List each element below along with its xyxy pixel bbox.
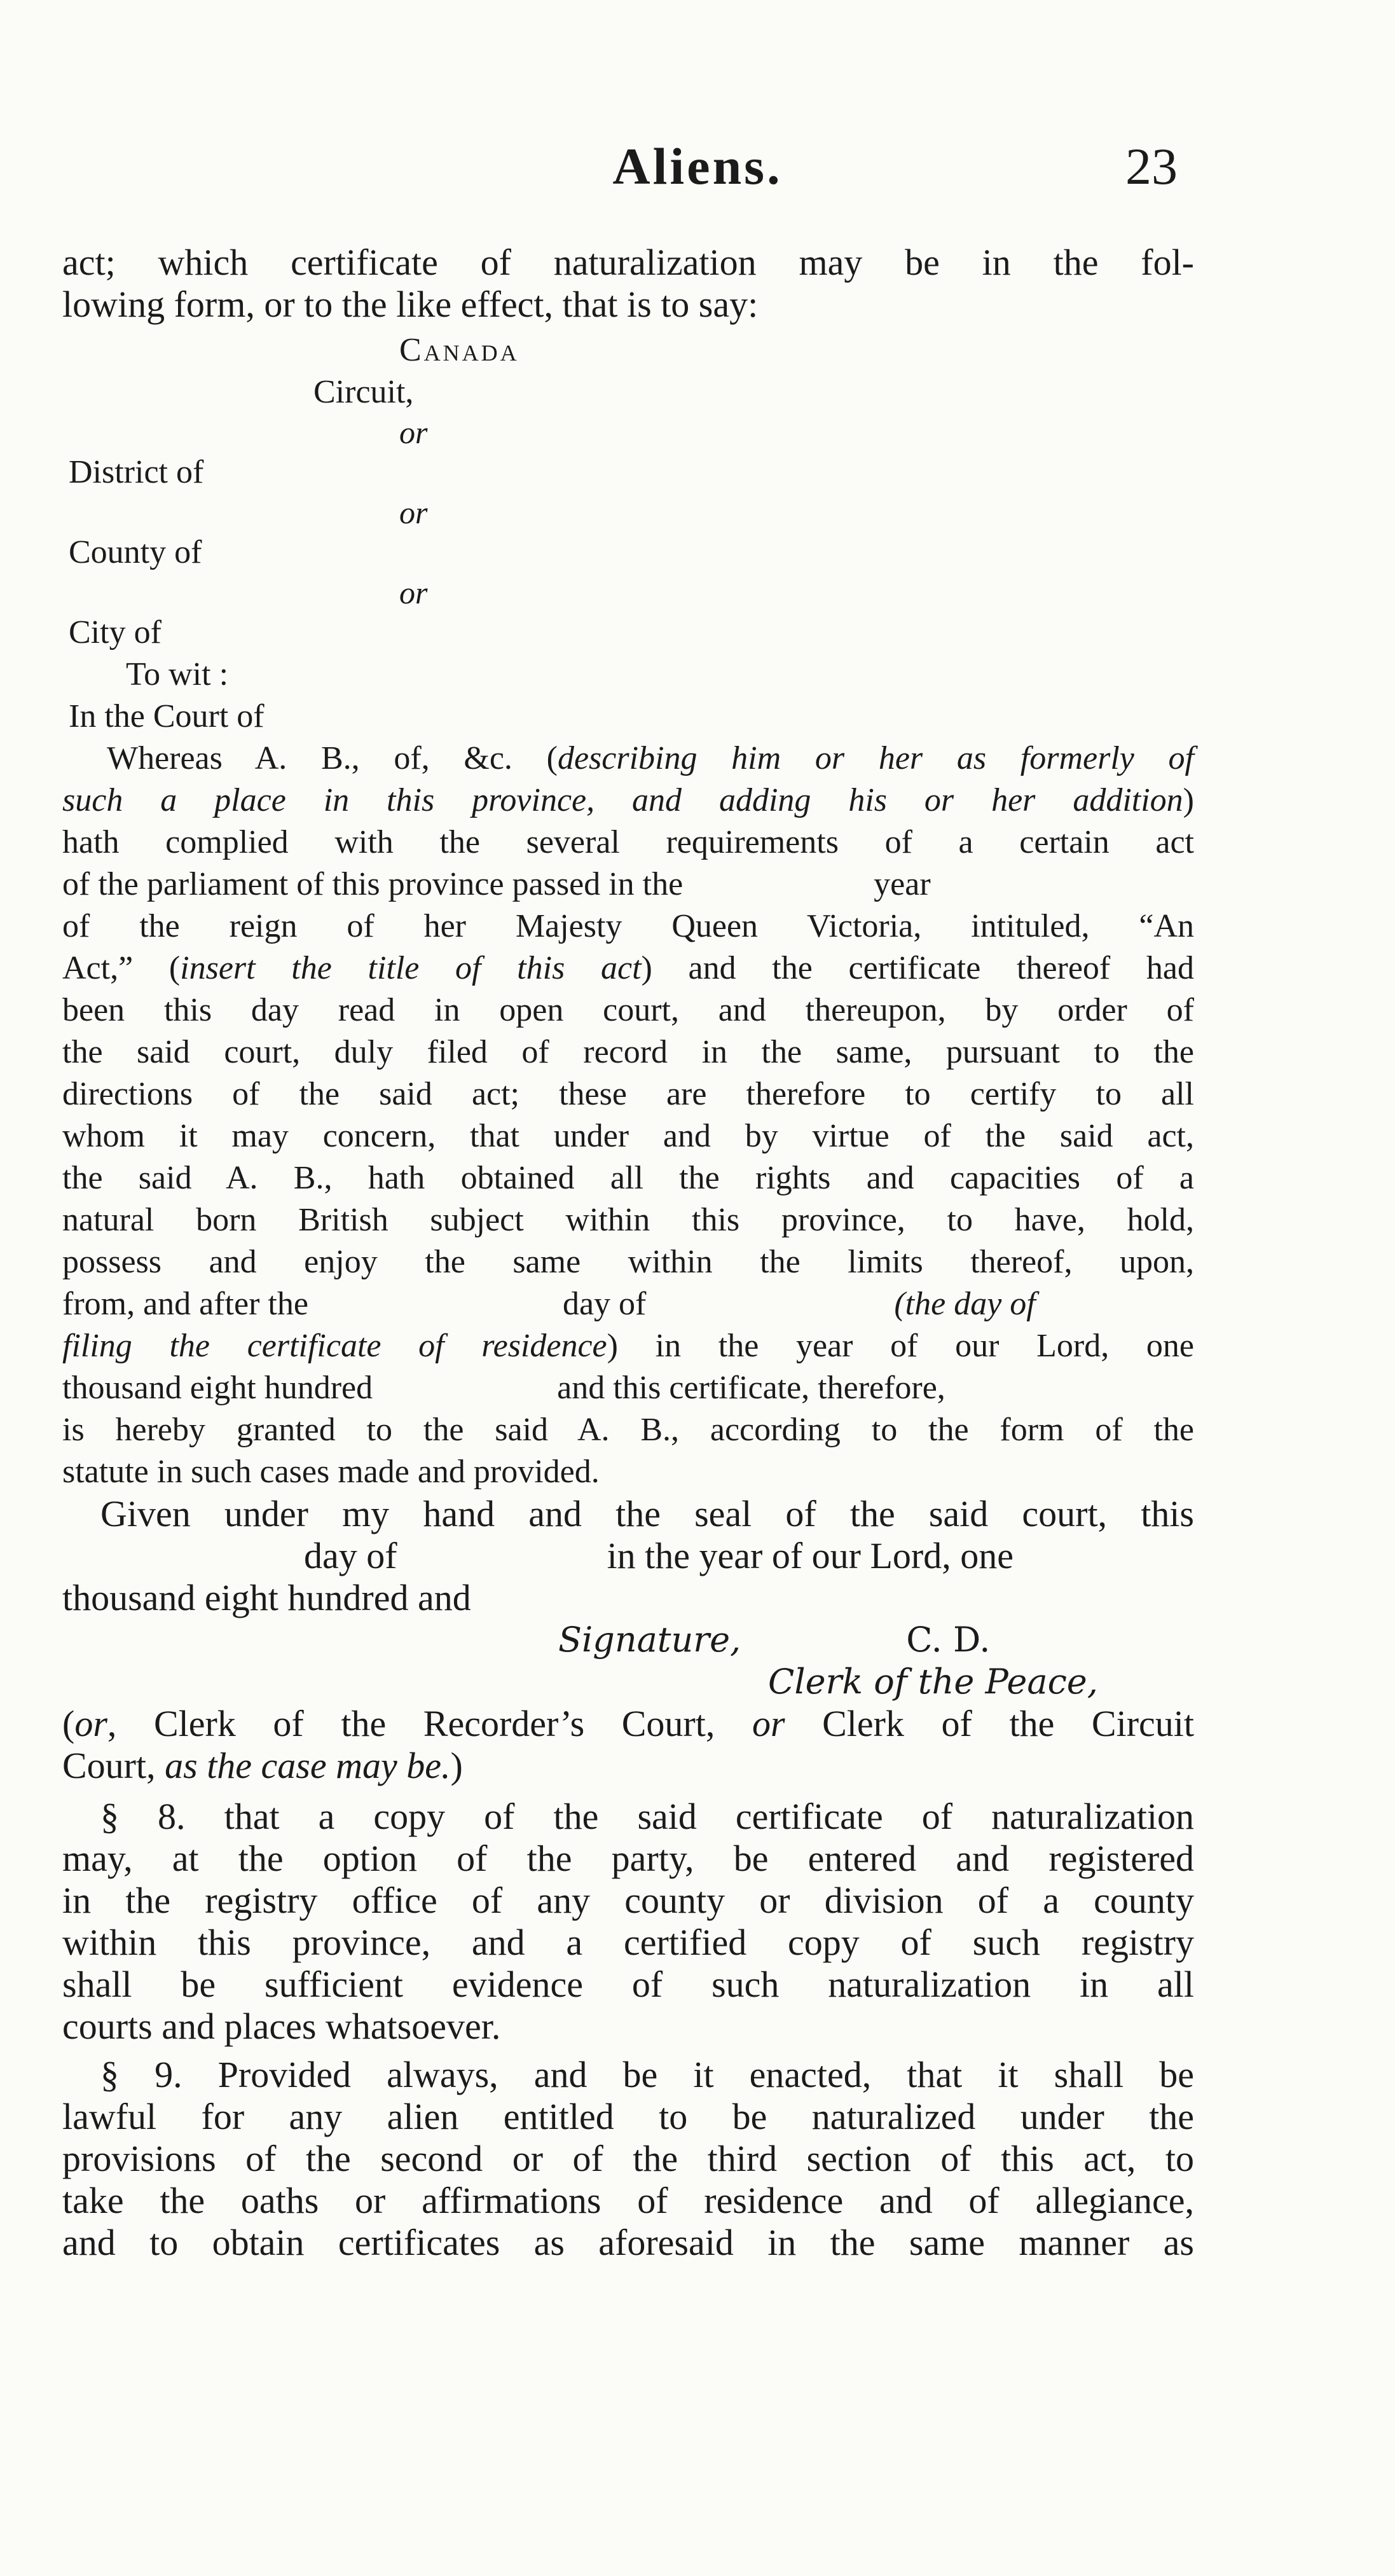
section-line: may, at the option of the party, be entered and registered xyxy=(62,1838,1194,1879)
section-line: take the oaths or affirmations of residence and of allegiance, xyxy=(62,2180,1194,2221)
section-line: provisions of the second or of the third section of this act, to xyxy=(62,2138,1194,2179)
certificate-line: of the parliament of this province passed in the year xyxy=(62,866,931,902)
intro-line: act; which certificate of naturalization may be in the fol- xyxy=(62,242,1194,283)
certificate-line: is hereby granted to the said A. B., according to the form of the xyxy=(62,1412,1194,1448)
certificate-line: thousand eight hundred and this certificate, therefore, xyxy=(62,1370,945,1406)
section-line: § 9. Provided always, and be it enacted, that it shall be xyxy=(100,2054,1194,2095)
section-line: § 8. that a copy of the said certificate of naturalization xyxy=(100,1796,1194,1837)
certificate-line: filing the certificate of residence) in the year of our Lord, one xyxy=(62,1328,1194,1364)
section-8 xyxy=(62,1796,1194,2048)
certificate-line: of the reign of her Majesty Queen Victoria, intituled, “An xyxy=(62,908,1194,944)
certificate-line: from, and after the day of (the day of xyxy=(62,1286,1036,1322)
certificate-line: statute in such cases made and provided. xyxy=(62,1454,600,1490)
section-9 xyxy=(62,2054,1194,2264)
section-line: shall be sufficient evidence of such naturalization in all xyxy=(62,1964,1194,2005)
certificate-line: such a place in this province, and adding his or her addition) xyxy=(62,782,1194,818)
form-city: City of xyxy=(69,614,161,651)
intro-line: lowing form, or to the like effect, that is to say: xyxy=(62,284,759,325)
certificate-line: Act,” (insert the title of this act) and the certificate thereof had xyxy=(62,950,1194,986)
page-number: 23 xyxy=(1125,137,1178,195)
form-or: or xyxy=(399,415,428,450)
form-county: County of xyxy=(69,534,202,570)
certificate-line: been this day read in open court, and thereupon, by order of xyxy=(62,992,1194,1028)
section-line: in the registry office of any county or division of a county xyxy=(62,1880,1194,1921)
certificate-line: possess and enjoy the same within the limits thereof, upon, xyxy=(62,1244,1194,1280)
form-to-wit: To wit : xyxy=(126,656,229,692)
form-canada: Canada xyxy=(399,332,519,368)
certificate-line: thousand eight hundred and xyxy=(62,1577,471,1618)
certificate-line: Court, as the case may be.) xyxy=(62,1745,463,1786)
form-or: or xyxy=(399,495,428,530)
certificate-line: the said A. B., hath obtained all the rights and capacities of a xyxy=(62,1160,1194,1196)
section-line: within this province, and a certified copy of such registry xyxy=(62,1922,1194,1963)
section-line: lawful for any alien entitled to be naturalized under the xyxy=(62,2096,1194,2137)
signature-row xyxy=(62,1619,1194,1661)
certificate-line: (or, Clerk of the Recorder’s Court, or Clerk of the Circuit xyxy=(62,1703,1194,1744)
section-line: courts and places whatsoever. xyxy=(62,2006,501,2047)
running-title: Aliens. xyxy=(612,137,783,195)
signature-label: Signature, xyxy=(558,1620,741,1660)
form-court: In the Court of xyxy=(69,698,265,734)
certificate-line: day of in the year of our Lord, one xyxy=(304,1535,1014,1576)
certificate-form-header xyxy=(62,329,1194,738)
signature-name: C. D. xyxy=(906,1620,991,1660)
certificate-line: Given under my hand and the seal of the said court, this xyxy=(100,1493,1194,1534)
certificate-line: hath complied with the several requirements of a certain act xyxy=(62,824,1194,860)
form-or: or xyxy=(399,575,428,610)
certificate-line: the said court, duly filed of record in the same, pursuant to the xyxy=(62,1034,1194,1070)
form-circuit: Circuit, xyxy=(313,374,414,410)
certificate-text xyxy=(62,738,1194,1787)
section-line: and to obtain certificates as aforesaid in the same manner as xyxy=(62,2222,1194,2263)
form-district: District of xyxy=(69,454,204,490)
certificate-line: whom it may concern, that under and by virtue of the said act, xyxy=(62,1118,1194,1154)
page-body xyxy=(62,242,1194,2264)
certificate-line: natural born British subject within this province, to have, hold, xyxy=(62,1202,1194,1238)
clerk-row xyxy=(62,1661,1194,1703)
clerk-title: Clerk of the Peace, xyxy=(768,1662,1098,1702)
certificate-line: directions of the said act; these are therefore to certify to all xyxy=(62,1076,1194,1112)
certificate-line: Whereas A. B., of, &c. (describing him or her as formerly of xyxy=(107,740,1195,776)
